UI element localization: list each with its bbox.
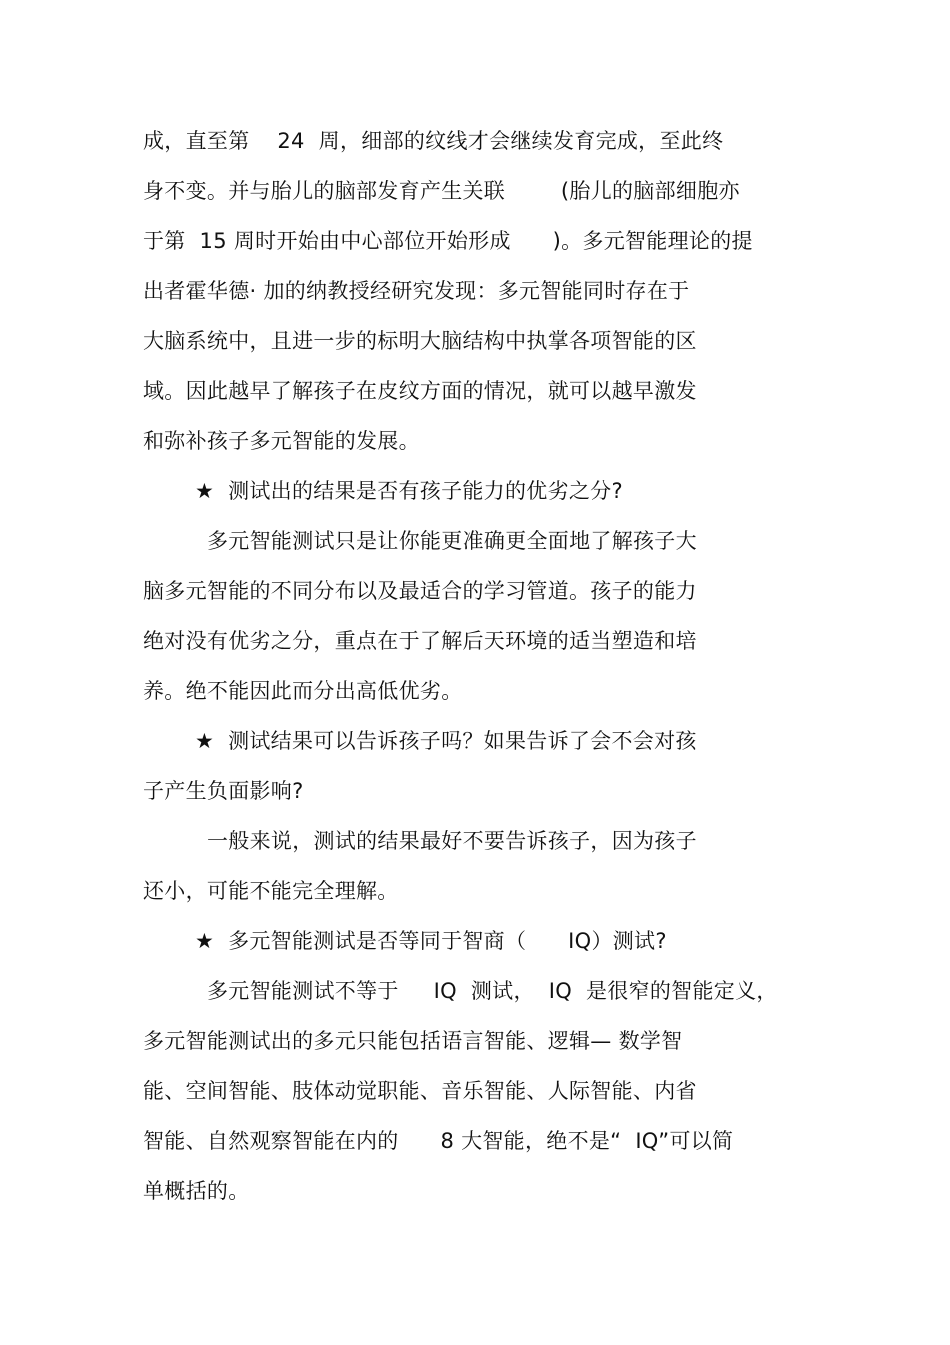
answer-text-line: 多元智能测试只是让你能更准确更全面地了解孩子大 (207, 529, 697, 553)
body-text-line: 成，直至第 24 周，细部的纹线才会继续发育完成，至此终 (143, 129, 724, 153)
body-text-line: 域。因此越早了解孩子在皮纹方面的情况，就可以越早激发 (143, 379, 697, 403)
question-heading: ★ 测试结果可以告诉孩子吗？如果告诉了会不会对孩 (195, 729, 697, 753)
answer-text-line: 还小，可能不能完全理解。 (143, 879, 399, 903)
question-heading-continued: 子产生负面影响? (143, 779, 304, 803)
body-text-line: 身不变。并与胎儿的脑部发育产生关联 (胎儿的脑部细胞亦 (143, 179, 740, 203)
answer-text-line: 多元智能测试出的多元只能包括语言智能、逻辑— 数学智 (143, 1029, 683, 1053)
question-heading: ★ 多元智能测试是否等同于智商（ IQ）测试? (195, 929, 667, 953)
answer-text-line: 智能、自然观察智能在内的 8 大智能，绝不是“ IQ”可以简 (143, 1129, 734, 1153)
answer-text-line: 单概括的。 (143, 1179, 250, 1203)
body-text-line: 于第 15 周时开始由中心部位开始形成 )。多元智能理论的提 (143, 229, 753, 253)
answer-text-line: 养。绝不能因此而分出高低优劣。 (143, 679, 463, 703)
answer-text-line: 一般来说，测试的结果最好不要告诉孩子，因为孩子 (207, 829, 697, 853)
answer-text-line: 能、空间智能、肢体动觉职能、音乐智能、人际智能、内省 (143, 1079, 697, 1103)
answer-text-line: 绝对没有优劣之分，重点在于了解后天环境的适当塑造和培 (143, 629, 697, 653)
answer-text-line: 多元智能测试不等于 IQ 测试， IQ 是很窄的智能定义， (207, 979, 778, 1003)
body-text-line: 和弥补孩子多元智能的发展。 (143, 429, 420, 453)
body-text-line: 大脑系统中，且进一步的标明大脑结构中执掌各项智能的区 (143, 329, 697, 353)
answer-text-line: 脑多元智能的不同分布以及最适合的学习管道。孩子的能力 (143, 579, 697, 603)
question-heading: ★ 测试出的结果是否有孩子能力的优劣之分? (195, 479, 623, 503)
body-text-line: 出者霍华德· 加的纳教授经研究发现：多元智能同时存在于 (143, 279, 690, 303)
